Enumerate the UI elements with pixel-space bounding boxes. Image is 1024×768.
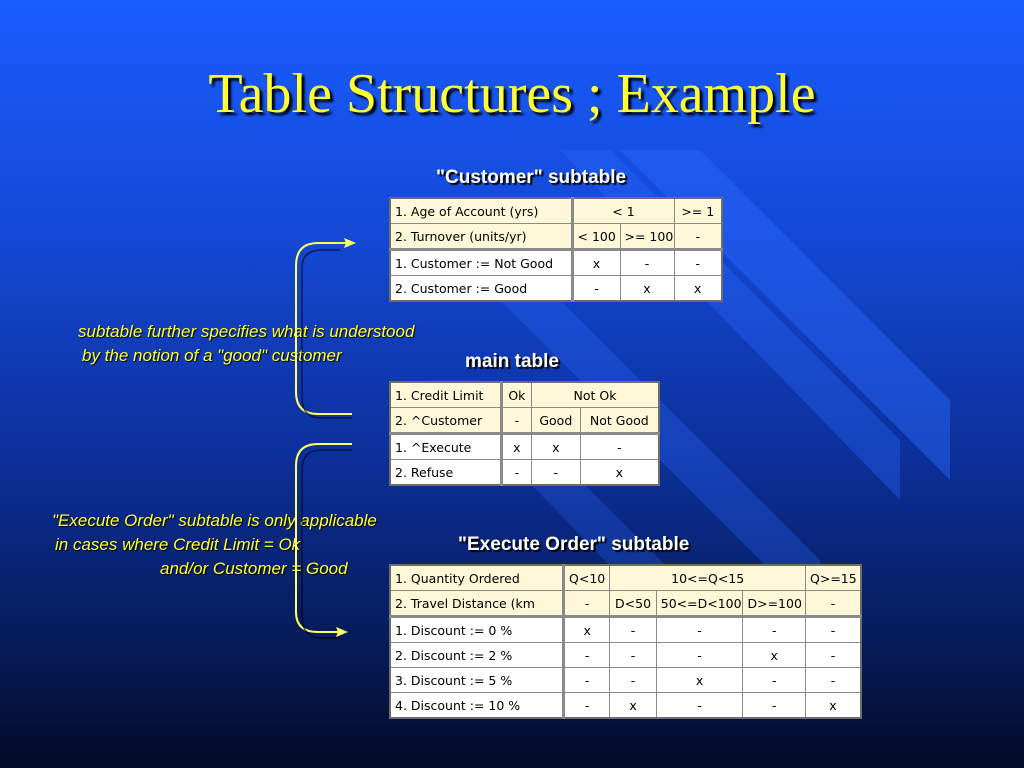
table-row: 1. Customer := Not Good x - -: [390, 250, 722, 276]
table-row: 2. Customer := Good - x x: [390, 276, 722, 302]
execute-note-line1: "Execute Order" subtable is only applicable: [52, 511, 377, 530]
table-row: 2. Discount := 2 % - - - x -: [390, 643, 861, 668]
customer-note-line1: subtable further specifies what is understood: [78, 322, 415, 341]
action-label: 1. Customer := Not Good: [390, 250, 572, 276]
action-label: 2. Customer := Good: [390, 276, 572, 302]
table-row: 1. Quantity Ordered Q<10 10<=Q<15 Q>=15: [390, 565, 861, 591]
table-row: 2. ^Customer - Good Not Good: [390, 408, 659, 434]
action-label: 1. Discount := 0 %: [390, 617, 563, 643]
condition-label: 2. Travel Distance (km: [390, 591, 563, 617]
execute-link-arrow: [296, 444, 352, 632]
action-label: 4. Discount := 10 %: [390, 693, 563, 719]
action-label: 3. Discount := 5 %: [390, 668, 563, 693]
execute-note-line3: and/or Customer = Good: [160, 559, 348, 578]
table-row: 1. Age of Account (yrs) < 1 >= 1: [390, 198, 722, 224]
condition-label: 2. ^Customer: [390, 408, 501, 434]
customer-subtable-caption: "Customer" subtable: [436, 167, 627, 188]
action-label: 2. Refuse: [390, 460, 501, 486]
main-table-caption: main table: [465, 351, 559, 372]
table-row: 3. Discount := 5 % - - x - -: [390, 668, 861, 693]
main-table: [389, 381, 660, 486]
condition-label: 1. Age of Account (yrs): [390, 198, 572, 224]
execute-order-subtable: [389, 564, 862, 719]
execute-subtable-caption: "Execute Order" subtable: [458, 534, 690, 555]
table-row: 1. ^Execute x x -: [390, 434, 659, 460]
action-label: 1. ^Execute: [390, 434, 501, 460]
table-row: 4. Discount := 10 % - x - - x: [390, 693, 861, 719]
customer-link-arrow: [296, 243, 352, 414]
customer-note-line2: by the notion of a "good" customer: [82, 346, 342, 365]
condition-label: 2. Turnover (units/yr): [390, 224, 572, 250]
table-row: 2. Travel Distance (km - D<50 50<=D<100 D>=100 -: [390, 591, 861, 617]
condition-label: 1. Credit Limit: [390, 382, 501, 408]
slide-title: Table Structures ; Example: [208, 63, 816, 125]
table-row: 2. Turnover (units/yr) < 100 >= 100 -: [390, 224, 722, 250]
customer-subtable: [389, 197, 723, 302]
table-row: 1. Credit Limit Ok Not Ok: [390, 382, 659, 408]
execute-note-line2: in cases where Credit Limit = Ok: [55, 535, 301, 554]
table-row: 1. Discount := 0 % x - - - -: [390, 617, 861, 643]
condition-label: 1. Quantity Ordered: [390, 565, 563, 591]
action-label: 2. Discount := 2 %: [390, 643, 563, 668]
table-row: 2. Refuse - - x: [390, 460, 659, 486]
